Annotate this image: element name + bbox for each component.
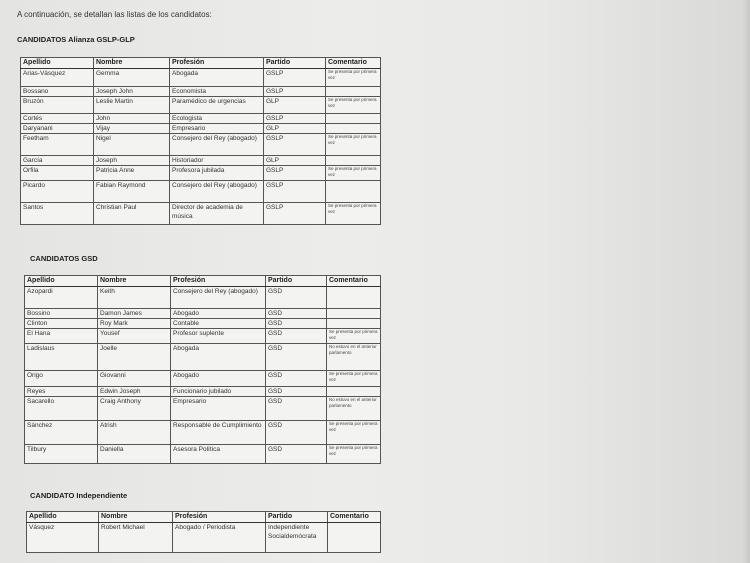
cell-nombre: Giovanni	[98, 371, 171, 387]
intro-text: A continuación, se detallan las listas de los candidatos:	[17, 10, 212, 19]
header-partido: Partido	[264, 58, 326, 69]
table-row	[21, 134, 381, 156]
cell-nombre: Robert Michael	[99, 523, 173, 553]
table-row	[25, 421, 381, 445]
cell-profesion: Abogado	[171, 309, 266, 319]
cell-nombre: Joseph John	[94, 87, 170, 97]
header-nombre: Nombre	[99, 512, 173, 523]
cell-profesion: Funcionario jubilado	[171, 387, 266, 397]
cell-nombre: Damon James	[98, 309, 171, 319]
table-row	[21, 156, 381, 166]
cell-comentario	[327, 287, 381, 309]
cell-profesion: Empresario	[171, 397, 266, 421]
cell-partido: GSD	[266, 387, 327, 397]
cell-nombre: Christian Paul	[94, 203, 170, 225]
cell-nombre: Roy Mark	[98, 319, 171, 329]
cell-partido: GSLP	[264, 134, 326, 156]
cell-partido: GLP	[264, 97, 326, 114]
header-nombre: Nombre	[98, 276, 171, 287]
header-apellido: Apellido	[27, 512, 99, 523]
table-row	[25, 319, 381, 329]
cell-comentario: Se presenta por primera vez	[327, 371, 381, 387]
cell-comentario: Se presenta por primera vez	[326, 166, 381, 181]
table-row	[21, 203, 381, 225]
table-row	[21, 166, 381, 181]
table-row	[25, 445, 381, 464]
section-title-independiente: CANDIDATO Independiente	[30, 491, 128, 500]
cell-nombre: Yousef	[98, 329, 171, 344]
table-row	[21, 114, 381, 124]
header-profesion: Profesión	[170, 58, 264, 69]
cell-profesion: Consejero del Rey (abogado)	[170, 181, 264, 203]
cell-apellido: Tilbury	[25, 445, 98, 464]
candidates-table-gsd	[24, 275, 381, 464]
cell-apellido: Sánchez	[25, 421, 98, 445]
cell-apellido: Cortés	[21, 114, 94, 124]
table-row	[21, 87, 381, 97]
cell-apellido: Origo	[25, 371, 98, 387]
header-comentario: Comentario	[328, 512, 381, 523]
table-header-row	[21, 58, 381, 69]
cell-comentario	[326, 124, 381, 134]
cell-apellido: Ladislaus	[25, 344, 98, 371]
cell-nombre: Keith	[98, 287, 171, 309]
cell-nombre: Patricia Anne	[94, 166, 170, 181]
cell-profesion: Abogado / Periodista	[173, 523, 266, 553]
cell-profesion: Economista	[170, 87, 264, 97]
cell-partido: GSLP	[264, 181, 326, 203]
cell-partido: GSLP	[264, 87, 326, 97]
cell-nombre: Vijay	[94, 124, 170, 134]
table-row	[21, 124, 381, 134]
header-comentario: Comentario	[326, 58, 381, 69]
cell-apellido: Reyes	[25, 387, 98, 397]
cell-profesion: Consejero del Rey (abogado)	[170, 134, 264, 156]
cell-apellido: Clinton	[25, 319, 98, 329]
header-partido: Partido	[266, 276, 327, 287]
cell-nombre: John	[94, 114, 170, 124]
table-row	[27, 523, 381, 553]
cell-comentario	[326, 87, 381, 97]
cell-comentario: Se presenta por primera vez	[326, 134, 381, 156]
cell-partido: GLP	[264, 156, 326, 166]
cell-partido: GSD	[266, 421, 327, 445]
table-row	[21, 69, 381, 87]
cell-nombre: Atrish	[98, 421, 171, 445]
cell-apellido: Bossino	[25, 309, 98, 319]
cell-nombre: Daniella	[98, 445, 171, 464]
cell-partido: Independiente Socialdemócrata	[266, 523, 328, 553]
cell-partido: GSD	[266, 445, 327, 464]
cell-partido: GSD	[266, 329, 327, 344]
cell-comentario	[326, 156, 381, 166]
cell-apellido: Sacarello	[25, 397, 98, 421]
cell-comentario	[326, 181, 381, 203]
candidates-table-alianza	[20, 57, 381, 225]
cell-apellido: Vásquez	[27, 523, 99, 553]
cell-profesion: Responsable de Cumplimiento	[171, 421, 266, 445]
table-row	[25, 329, 381, 344]
cell-nombre: Fabian Raymond	[94, 181, 170, 203]
cell-partido: GSD	[266, 344, 327, 371]
cell-nombre: Nigel	[94, 134, 170, 156]
cell-apellido: Orfila	[21, 166, 94, 181]
cell-apellido: Santos	[21, 203, 94, 225]
cell-apellido: Feetham	[21, 134, 94, 156]
candidates-table-independiente	[26, 511, 381, 553]
cell-profesion: Historiador	[170, 156, 264, 166]
cell-partido: GSLP	[264, 114, 326, 124]
header-apellido: Apellido	[25, 276, 98, 287]
cell-comentario	[327, 309, 381, 319]
cell-partido: GSD	[266, 287, 327, 309]
cell-profesion: Abogada	[171, 344, 266, 371]
cell-comentario	[328, 523, 381, 553]
cell-comentario	[326, 114, 381, 124]
cell-partido: GSLP	[264, 69, 326, 87]
cell-profesion: Contable	[171, 319, 266, 329]
cell-profesion: Director de academia de música	[170, 203, 264, 225]
cell-partido: GSD	[266, 319, 327, 329]
cell-profesion: Paramédico de urgencias	[170, 97, 264, 114]
cell-partido: GSD	[266, 309, 327, 319]
header-comentario: Comentario	[327, 276, 381, 287]
cell-profesion: Profesor suplente	[171, 329, 266, 344]
cell-nombre: Leslie Martin	[94, 97, 170, 114]
cell-apellido: El Hana	[25, 329, 98, 344]
header-profesion: Profesión	[173, 512, 266, 523]
cell-comentario: Se presenta por primera vez	[327, 421, 381, 445]
table-header-row	[27, 512, 381, 523]
section-title-gsd: CANDIDATOS GSD	[30, 254, 98, 263]
table-row	[25, 387, 381, 397]
table-row	[25, 344, 381, 371]
cell-nombre: Joseph	[94, 156, 170, 166]
cell-comentario	[327, 319, 381, 329]
cell-nombre: Gemma	[94, 69, 170, 87]
cell-comentario: No estuvo en el anterior parlamento	[327, 344, 381, 371]
cell-partido: GSLP	[264, 166, 326, 181]
cell-apellido: Azopardi	[25, 287, 98, 309]
cell-comentario: Se presenta por primera vez	[327, 445, 381, 464]
cell-comentario: Se presenta por primera vez	[326, 97, 381, 114]
screen-edge-shadow	[742, 0, 750, 563]
cell-apellido: Bruzón	[21, 97, 94, 114]
cell-nombre: Joelle	[98, 344, 171, 371]
cell-apellido: García	[21, 156, 94, 166]
cell-partido: GSLP	[264, 203, 326, 225]
header-nombre: Nombre	[94, 58, 170, 69]
cell-comentario	[327, 387, 381, 397]
section-title-alianza: CANDIDATOS Alianza GSLP-GLP	[17, 35, 135, 44]
table-row	[25, 371, 381, 387]
cell-comentario: No estuvo en el anterior parlamento	[327, 397, 381, 421]
header-partido: Partido	[266, 512, 328, 523]
cell-comentario: Se presenta por primera vez	[326, 69, 381, 87]
cell-profesion: Consejero del Rey (abogado)	[171, 287, 266, 309]
table-row	[21, 181, 381, 203]
cell-apellido: Daryanani	[21, 124, 94, 134]
cell-nombre: Edwin Joseph	[98, 387, 171, 397]
cell-apellido: Arias-Vásquez	[21, 69, 94, 87]
cell-partido: GSD	[266, 397, 327, 421]
table-row	[25, 309, 381, 319]
cell-apellido: Picardo	[21, 181, 94, 203]
table-row	[25, 287, 381, 309]
table-row	[21, 97, 381, 114]
cell-apellido: Bossano	[21, 87, 94, 97]
header-apellido: Apellido	[21, 58, 94, 69]
header-profesion: Profesión	[171, 276, 266, 287]
cell-nombre: Craig Anthony	[98, 397, 171, 421]
cell-profesion: Asesora Política	[171, 445, 266, 464]
cell-comentario: Se presenta por primera vez	[327, 329, 381, 344]
table-header-row	[25, 276, 381, 287]
cell-profesion: Ecologista	[170, 114, 264, 124]
cell-profesion: Profesora jubilada	[170, 166, 264, 181]
cell-profesion: Abogada	[170, 69, 264, 87]
cell-profesion: Abogado	[171, 371, 266, 387]
cell-partido: GLP	[264, 124, 326, 134]
table-row	[25, 397, 381, 421]
cell-comentario: Se presenta por primera vez	[326, 203, 381, 225]
cell-partido: GSD	[266, 371, 327, 387]
cell-profesion: Empresario	[170, 124, 264, 134]
